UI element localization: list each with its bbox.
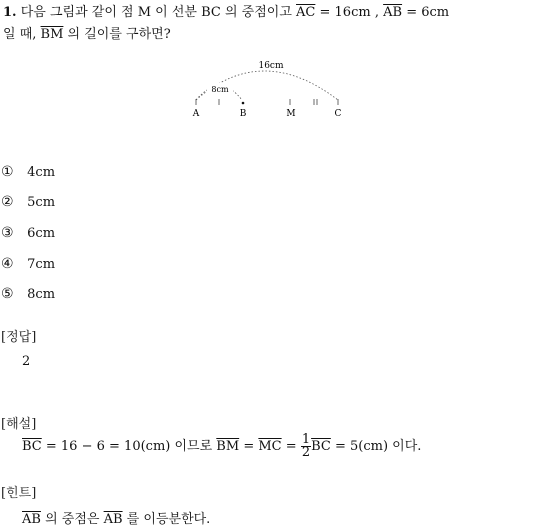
explanation-eq-2: = [243, 439, 255, 454]
choice-2-text: 5cm [27, 195, 56, 210]
choice-5-symbol: ⑤ [1, 286, 14, 302]
hint-text [22, 508, 210, 527]
hint-post: 를 이등분한다. [126, 512, 211, 527]
choice-3-text: 6cm [27, 226, 56, 241]
label-outer: 16cm [258, 61, 284, 71]
label-inner: 8cm [211, 85, 229, 94]
question-text-2: 일 때, [3, 27, 37, 42]
answer-value: 2 [22, 354, 31, 369]
question-text-1: 다음 그림과 같이 점 M 이 선분 BC 의 중점이고 [20, 5, 292, 20]
question-number: 1. [3, 5, 17, 20]
choice-1-symbol: ① [1, 164, 14, 180]
point-b: B [239, 109, 247, 119]
explanation-tag: [해설] [1, 417, 37, 432]
segment-bc-2: $\overline{BC}$ [311, 439, 331, 454]
hint-tag: [힌트] [1, 486, 37, 501]
choice-4[interactable] [1, 256, 55, 272]
choice-1-text: 4cm [27, 165, 56, 180]
choice-1[interactable] [1, 164, 55, 180]
segment-figure [182, 56, 362, 122]
choice-4-text: 7cm [27, 257, 56, 272]
explanation-text [22, 430, 421, 464]
fraction-half [301, 434, 311, 459]
point-m: M [286, 109, 296, 119]
ac-length: = 16cm , [319, 5, 379, 20]
explanation-eq-4: = 5(cm) 이다. [334, 439, 422, 454]
hint-segment-ab-2: $\overline{AB}$ [103, 512, 123, 527]
choice-2-symbol: ② [1, 194, 14, 210]
segment-ac: $\overline{AC}$ [296, 5, 316, 20]
question-line-2 [3, 23, 171, 42]
answer-tag: [정답] [1, 330, 37, 345]
hint-mid: 의 중점은 [45, 512, 100, 527]
choice-2[interactable] [1, 194, 55, 210]
segment-ab: $\overline{AB}$ [383, 5, 403, 20]
choice-5[interactable] [1, 286, 55, 302]
point-b-dot [242, 102, 245, 105]
point-c: C [334, 109, 342, 119]
choice-3-symbol: ③ [1, 225, 14, 241]
ab-length: = 6cm [406, 5, 450, 20]
hint-segment-ab: $\overline{AB}$ [22, 512, 41, 527]
segment-bc: $\overline{BC}$ [22, 439, 42, 454]
segment-bm-2: $\overline{BM}$ [216, 439, 240, 454]
question-line-1 [3, 1, 449, 20]
choice-3[interactable] [1, 225, 55, 241]
fraction-numerator: 1 [301, 432, 311, 447]
point-a: A [192, 109, 200, 119]
fraction-denominator: 2 [301, 445, 311, 460]
choice-5-text: 8cm [27, 287, 56, 302]
explanation-eq-3: = [285, 439, 297, 454]
question-text-3: 의 길이를 구하면? [67, 27, 171, 42]
choice-4-symbol: ④ [1, 256, 14, 272]
explanation-eq-1: = 16 − 6 = 10(cm) 이므로 [45, 439, 213, 454]
segment-bm: $\overline{BM}$ [40, 27, 64, 42]
segment-mc: $\overline{MC}$ [258, 439, 282, 454]
